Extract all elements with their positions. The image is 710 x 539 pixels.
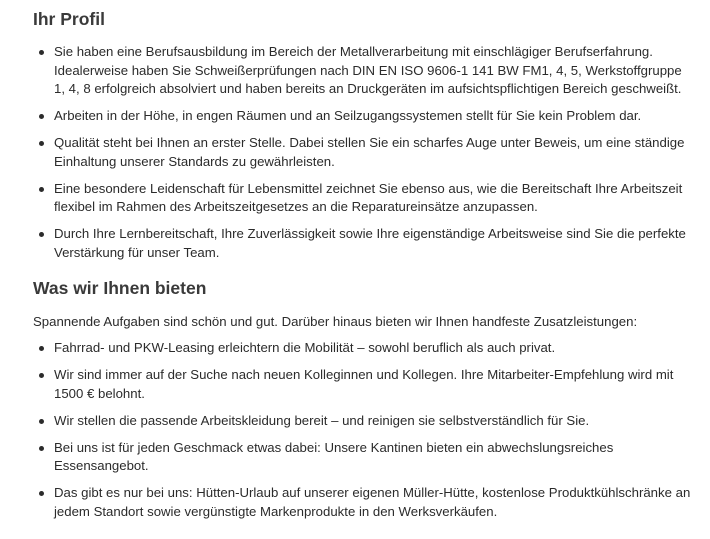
list-item — [33, 180, 693, 217]
benefits-list — [33, 339, 693, 530]
list-item — [33, 107, 693, 126]
bullet-icon — [39, 187, 44, 192]
bullet-icon — [39, 373, 44, 378]
list-item — [33, 134, 693, 171]
list-item — [33, 412, 693, 431]
list-item — [33, 225, 693, 262]
bullet-icon — [39, 491, 44, 496]
list-item — [33, 439, 693, 476]
bullet-icon — [39, 114, 44, 119]
list-item-text: Fahrrad- und PKW-Leasing erleichtern die Mobilität – sowohl beruflich als auch privat. — [54, 340, 556, 355]
list-item-text: Wir sind immer auf der Suche nach neuen Kolleginnen und Kollegen. Ihre Mitarbeiter-Empfehlung wird mit 1500 € belohnt. — [54, 367, 674, 401]
list-item-text: Wir stellen die passende Arbeitskleidung bereit – und reinigen sie selbstverständlich für Sie. — [54, 412, 590, 428]
list-item — [33, 339, 693, 358]
bullet-icon — [39, 232, 44, 237]
list-item-text: Arbeiten in der Höhe, in engen Räumen und an Seilzugangssystemen stellt für Sie kein Problem dar. — [54, 108, 642, 123]
bullet-icon — [39, 446, 44, 451]
list-item — [33, 484, 693, 521]
bullet-icon — [39, 141, 44, 146]
list-item-text: Sie haben eine Berufsausbildung im Bereich der Metallverarbeitung mit einschlägiger Berufserfahrung. Idealerweise haben Sie Schweißerprüfungen nach DIN EN ISO 9606-1 141 BW FM1, 4, 5, Werkstoffgruppe 1, 4, 8 erfolgreich absolviert und haben bereits an Druckgeräten im aufsichtspflichtigen Bereich geschweißt. — [54, 44, 682, 96]
list-item-text: Durch Ihre Lernbereitschaft, Ihre Zuverlässigkeit sowie Ihre eigenständige Arbeitsweise sind Sie die perfekte Verstärkung für unser Team. — [54, 226, 686, 260]
bullet-icon — [39, 50, 44, 55]
bullet-icon — [39, 346, 44, 351]
benefits-intro: Spannende Aufgaben sind schön und gut. Darüber hinaus bieten wir Ihnen handfeste Zusatzleistungen: — [33, 314, 638, 329]
list-item-text: Das gibt es nur bei uns: Hütten-Urlaub auf unserer eigenen Müller-Hütte, kostenlose Produktkühlschränke an jedem Standort sowie vergünstigte Markenprodukte in den Werksverkäufen. — [54, 485, 691, 519]
list-item-text: Bei uns ist für jeden Geschmack etwas dabei: Unsere Kantinen bieten ein abwechslungsreiches Essensangebot. — [54, 439, 614, 473]
bullet-icon — [39, 419, 44, 424]
list-item — [33, 43, 693, 99]
list-item-text: Eine besondere Leidenschaft für Lebensmittel zeichnet Sie ebenso aus, wie die Bereitschaft Ihre Arbeitszeit flexibel im Rahmen des Arbeitszeitgesetzes an die Reparatureinsätze anzupassen. — [54, 180, 683, 214]
section-heading-benefits: Was wir Ihnen bieten — [33, 278, 207, 298]
list-item — [33, 366, 693, 403]
section-heading-profil: Ihr Profil — [33, 9, 105, 29]
profil-list — [33, 43, 693, 271]
list-item-text: Qualität steht bei Ihnen an erster Stelle. Dabei stellen Sie ein scharfes Auge unter Beweis, um eine ständige Einhaltung unserer Standards zu gewährleisten. — [54, 135, 685, 169]
